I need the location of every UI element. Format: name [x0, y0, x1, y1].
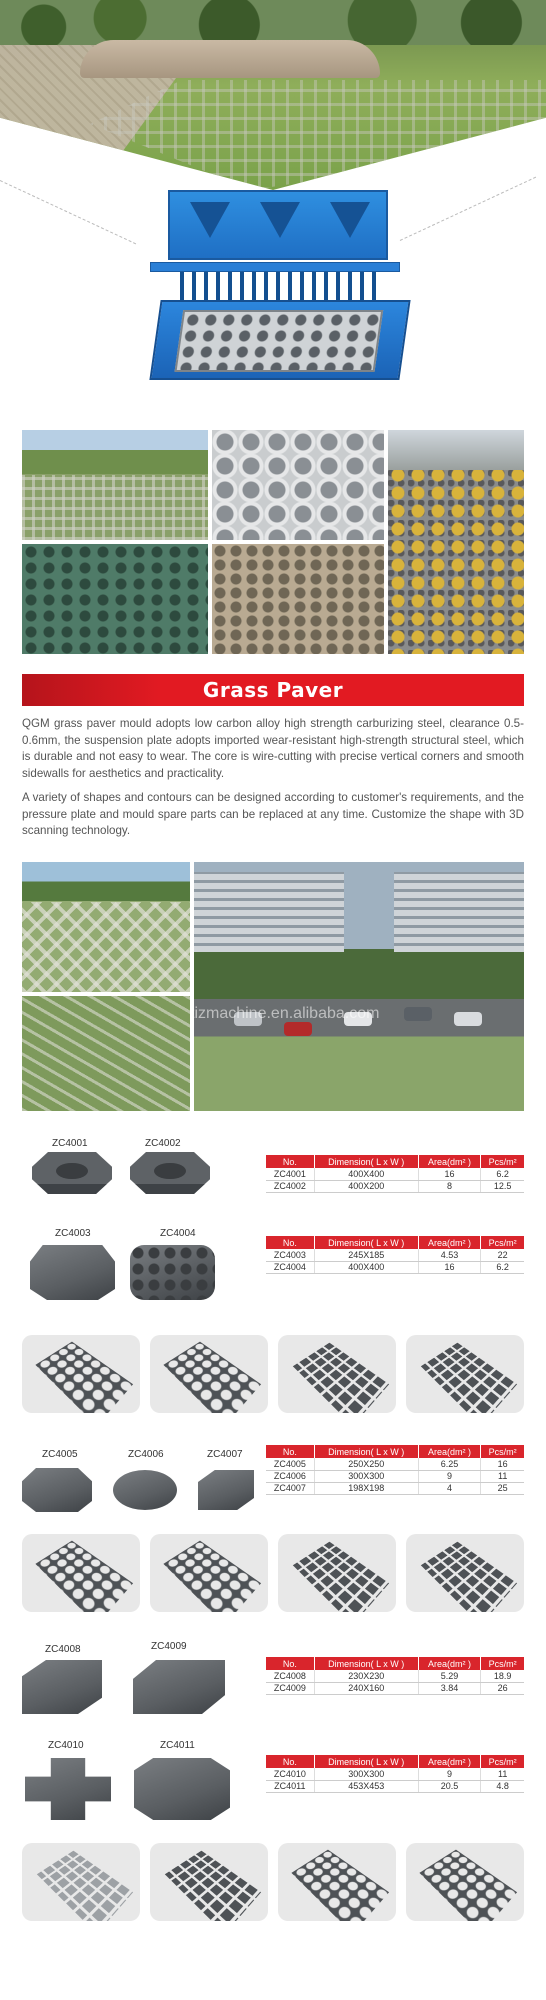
th-pcs: Pcs/m²: [481, 1155, 524, 1168]
paver-shape-zc4006: [113, 1470, 177, 1510]
model-label-zc4006: ZC4006: [128, 1449, 164, 1460]
hero-photo-grass-paving: [0, 0, 546, 190]
mould-rods: [180, 272, 380, 302]
model-label-zc4008: ZC4008: [45, 1644, 81, 1655]
photo-grass-paver-road: [22, 430, 208, 540]
photo-yellow-pattern-walkway: [388, 430, 524, 654]
description-paragraph-1: QGM grass paver mould adopts low carbon alloy high strength carburizing steel, clearance 0.5-0.6mm, the suspension plate adopts imported wear-resistant high-strength structural steel, which is durable and not easy to wear. The core is wire-cutting with precise vertical corners and smooth sidewalls for aesthetics and practicality.: [22, 717, 524, 780]
photo-grass-paver-lane: [22, 862, 190, 992]
spec-table-5: No. Dimension( L x W ) Area(dm² ) Pcs/m² ZC4010 300X300 9 11 ZC4011 453X453 20.5 4.8: [266, 1755, 524, 1793]
paver-shape-zc4010: [25, 1758, 111, 1820]
hero-planter-wall: [80, 40, 380, 78]
model-label-zc4001: ZC4001: [52, 1138, 88, 1149]
layout-tile-1: [22, 1335, 140, 1413]
photo-parking-lot: [194, 862, 524, 1111]
layout-tile-6: [150, 1534, 268, 1612]
table-row: ZC4004 400X400 16 6.2: [266, 1261, 524, 1273]
table-row: ZC4009 240X160 3.84 26: [266, 1682, 524, 1694]
model-label-zc4002: ZC4002: [145, 1138, 181, 1149]
decor-dash-line-left: [0, 180, 136, 244]
layout-tile-12: [406, 1843, 524, 1921]
section-title-bar: [22, 674, 524, 706]
table-row: ZC4002 400X200 8 12.5: [266, 1180, 524, 1192]
table-row: ZC4008 230X230 5.29 18.9: [266, 1670, 524, 1682]
mould-top-frame: [168, 190, 388, 260]
mould-pressure-plate: [150, 262, 400, 272]
layout-tile-2: [150, 1335, 268, 1413]
paver-shape-zc4003: [30, 1245, 115, 1300]
section-title: Grass Paver: [202, 678, 344, 702]
photo-stacked-pavers: [212, 430, 384, 540]
model-label-zc4007: ZC4007: [207, 1449, 243, 1460]
table-row: ZC4006 300X300 9 11: [266, 1470, 524, 1482]
th-dimension: Dimension( L x W ): [314, 1155, 418, 1168]
layout-tile-8: [406, 1534, 524, 1612]
paver-shape-zc4002: [130, 1152, 210, 1194]
description-paragraph-2: A variety of shapes and contours can be designed according to customer's requirements, and the pressure plate and mould spare parts can be replaced at any time. Customize the shape with 3D scanning technology.: [22, 791, 524, 837]
paver-shape-zc4008: [22, 1660, 102, 1714]
spec-table-1: [266, 1155, 524, 1193]
layout-tile-5: [22, 1534, 140, 1612]
paver-shape-zc4005: [22, 1468, 92, 1512]
spec-table-3: No. Dimension( L x W ) Area(dm² ) Pcs/m² ZC4005 250X250 6.25 16 ZC4006 300X300 9 11 ZC4007 198X198 4 25: [266, 1445, 524, 1495]
blue-mould-image: [150, 190, 410, 390]
spec-table-2: No. Dimension( L x W ) Area(dm² ) Pcs/m² ZC4003 245X185 4.53 22 ZC4004 400X400 16 6.2: [266, 1236, 524, 1274]
table-row: ZC4005 250X250 6.25 16: [266, 1458, 524, 1470]
model-label-zc4005: ZC4005: [42, 1449, 78, 1460]
table-row: ZC4003 245X185 4.53 22: [266, 1249, 524, 1261]
paver-shape-zc4009: [133, 1660, 225, 1714]
layout-tile-7: [278, 1534, 396, 1612]
paver-shape-zc4007: [198, 1470, 254, 1510]
spec-table-4: No. Dimension( L x W ) Area(dm² ) Pcs/m² ZC4008 230X230 5.29 18.9 ZC4009 240X160 3.84 26: [266, 1657, 524, 1695]
layout-tile-9: [22, 1843, 140, 1921]
layout-tile-3: [278, 1335, 396, 1413]
hero-trees: [0, 0, 546, 45]
layout-tile-11: [278, 1843, 396, 1921]
photo-paver-parking-strip: [22, 996, 190, 1111]
paver-shape-zc4001: [32, 1152, 112, 1194]
hero-grass-grid: [90, 80, 546, 190]
th-area: Area(dm² ): [418, 1155, 481, 1168]
mould-cavity-grid: [175, 310, 384, 372]
layout-tile-4: [406, 1335, 524, 1413]
model-label-zc4003: ZC4003: [55, 1228, 91, 1239]
model-label-zc4009: ZC4009: [151, 1641, 187, 1652]
model-label-zc4010: ZC4010: [48, 1740, 84, 1751]
paver-shape-zc4011: [134, 1758, 230, 1820]
photo-paver-ground: [212, 544, 384, 654]
mould-base-box: [149, 300, 410, 380]
th-no: No.: [266, 1155, 314, 1168]
table-row: ZC4010 300X300 9 11: [266, 1768, 524, 1780]
model-label-zc4004: ZC4004: [160, 1228, 196, 1239]
table-row: ZC4011 453X453 20.5 4.8: [266, 1780, 524, 1792]
decor-dash-line-right: [400, 177, 536, 241]
table-row: ZC4007 198X198 4 25: [266, 1482, 524, 1494]
table-row: ZC4001 400X400 16 6.2: [266, 1168, 524, 1180]
model-label-zc4011: ZC4011: [160, 1740, 195, 1751]
layout-tile-10: [150, 1843, 268, 1921]
watermark: tizmachine.en.alibaba.com: [190, 1005, 380, 1022]
hero-banner: [0, 0, 546, 410]
paver-shape-zc4004: [130, 1245, 215, 1300]
photo-green-paver-closeup: [22, 544, 208, 654]
